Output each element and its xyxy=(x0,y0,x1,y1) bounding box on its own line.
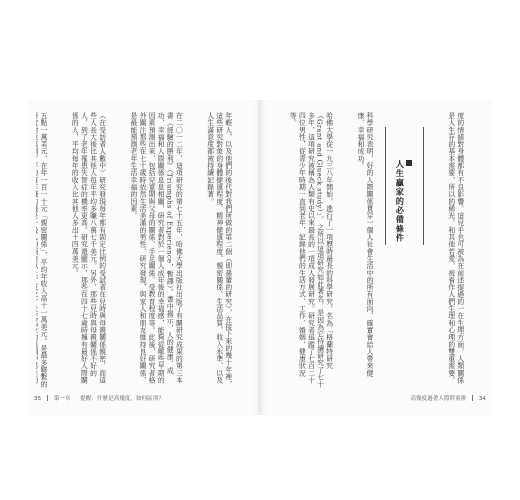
paragraph: 五點一萬美元，在年一百一十元「親密關係」，平均年收入高十一萬美元。是最多聯繫的 xyxy=(39,112,48,388)
right-page-footer xyxy=(410,394,486,402)
paragraph: 在二〇一二年，這項研究的第七十五年，哈佛大學出版社出版了有關研究成果的第三本書《經驗的勝利》（Triumphs of Experience，暫譯）。書中揭示，人的健康、成功、幸福和人際關係息息相關，研究者對於一個人成年後的幸福感，能夠從哪些早期的因素預測出來，包括兒童期與父母的關係、手足關係、受教育程度等。此後，研究者格外關注那些在七十歲時依然生活美滿的男性，研究發現，與家人和朋友維持良好關係，是最能預測老年生活幸福的因素。 xyxy=(128,112,183,384)
heading-square-icon xyxy=(406,160,412,166)
page-number: 34 xyxy=(478,396,486,402)
section-heading-text: 人生贏家的必備條件 xyxy=(395,159,406,243)
footer-divider xyxy=(472,395,473,401)
running-title: 提醒：什麼是高幾度，如何區別？ xyxy=(80,396,164,402)
paragraph: 度的情緒對身體都有不良影響。這兒乎也可被為在前述提過的一在生理方面，人類關係是人生存的基本需要，所以的稀光，和其他若愛，被看作人們生理和心理的雙重需要。 xyxy=(446,112,464,384)
right-page-body xyxy=(268,112,482,388)
left-page xyxy=(28,100,260,415)
chapter-label: 第一章 xyxy=(53,396,71,402)
left-page-body xyxy=(36,112,250,388)
left-page-footer xyxy=(34,394,164,402)
footer-divider xyxy=(47,395,48,401)
section-heading xyxy=(385,127,423,245)
paragraph: （在受訪者人數中）研究發現每年都有固定比例的受試者在兒時與母親關係親密，而這些人長大後比其他人每年平均多賺八萬七千美元。另外，那些兒時與母親關係不好的人，到了老年罹患失智症的機率更高。研究還顯示，那些在四十七歲時擁有最好人際關係的人，平均每年的收入比其他人多出十四萬美元。 xyxy=(70,112,106,384)
paragraph: 哈佛大學從一九三八年開始，進行了一項歷時最長的科學研究，名為「格蘭特研究（Grant and Glueck study）」。之所以這項研究如此著名，是因為它持續研究了七十多年，這項研究被稱為人類有史以來最長的一項成人發展研究。研究者追蹤了七百二十四位男性，從青少年時期一直到老年，記錄他們的生活方式、工作、婚姻、健康狀況等。 xyxy=(288,112,333,388)
right-page xyxy=(260,100,492,415)
running-title: 高幾度過著人際幹童排 xyxy=(410,396,467,402)
page-number: 35 xyxy=(34,396,42,402)
paragraph: 科學研究表明，好的人際關係貫穿一個人社會生活中的所有面向，確實會給人帶來健康、幸福和成功。 xyxy=(355,112,374,377)
paragraph: 年輕人，以及他們的後代對我們所做的第二個（即孫輩的研究），在接下來的幾十年裡，這些研究對象的身體健康程度、精神健康程度、親密關係、生活品質、收入水準、以及人生滿意度都被持續記錄著。 xyxy=(205,112,232,388)
